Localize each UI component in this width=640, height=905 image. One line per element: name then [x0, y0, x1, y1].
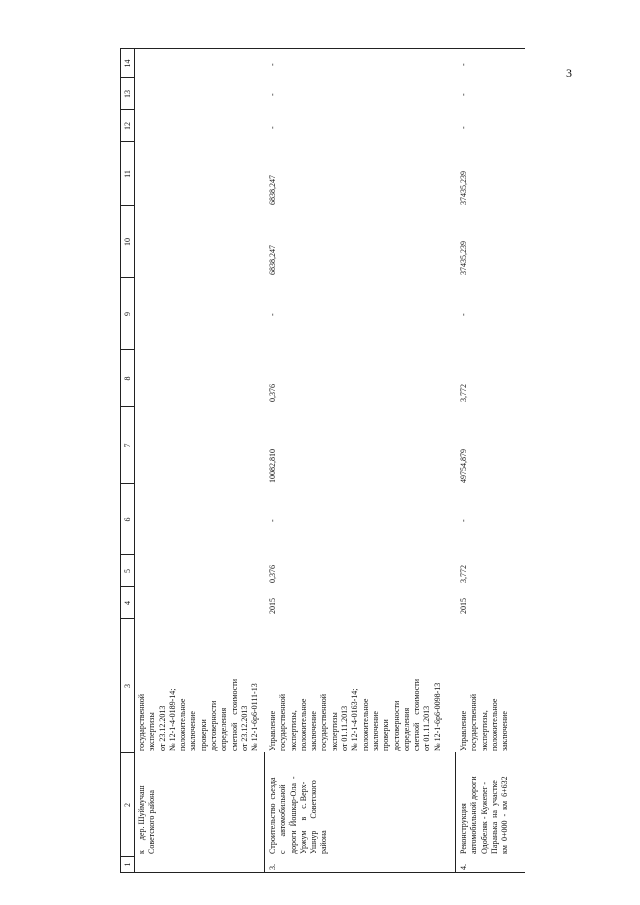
row-2-col-13: - — [268, 93, 277, 96]
row-3-col-14: - — [459, 63, 468, 66]
row-2-col-7: 10082,810 — [268, 449, 277, 483]
row-3-col-11: 37435,239 — [459, 171, 468, 205]
column-number-row — [121, 49, 135, 872]
row-3-col-4: 2015 — [459, 598, 468, 614]
row-1-name: к дер. Шуймучаш Советского района — [137, 785, 157, 854]
row-3-col-5: 3,772 — [459, 565, 468, 583]
column-number-1: 1 — [123, 862, 132, 867]
row-3-name: Реконструкция автомобильной дороги Одобеляк - Кужener - Паранька на участке км 0+000 - км 6+632 — [459, 776, 510, 854]
column-number-14: 14 — [123, 59, 132, 68]
row-separator-2 — [455, 752, 456, 872]
row-3-basis: Управление государственной экспертизы, положительное заключение — [459, 693, 510, 751]
row-2-name: Строительство съезда с автомобильной дороги Йошкар-Ола - Уржум в с. Верх- Ушнур Советского района — [268, 776, 329, 854]
column-number-8: 8 — [123, 376, 132, 381]
row-3-col-7: 49754,879 — [459, 449, 468, 483]
row-2-col-5: 0,376 — [268, 565, 277, 583]
row-3-col-8: 3,772 — [459, 384, 468, 402]
column-number-2: 2 — [123, 803, 132, 807]
column-number-5: 5 — [123, 569, 132, 573]
row-2-col-11: 6838,247 — [268, 175, 277, 205]
page-number: 3 — [566, 66, 572, 80]
row-2-basis: Управление государственной экспертизы, положительное заключение государственной экспертизы от 01.11.2013 № 12-1-4-0163-14; положительное заключение проверки достоверности определения сметной стоимости от 01.11.2013 № 12-1-6р6-0098-13 — [268, 678, 442, 751]
row-1-basis: государственной экспертизы от 23.12.2013 № 12-1-4-0189-14; положительное заключение проверки достоверности определения сметной стоимости от 23.12.2013 № 12-1-6р6-0111-13 — [137, 678, 260, 751]
row-3-col-9: - — [459, 313, 468, 316]
row-2-col-8: 0,376 — [268, 384, 277, 402]
column-number-3: 3 — [123, 684, 132, 688]
row-2-col-10: 6838,247 — [268, 245, 277, 275]
row-3-col-10: 37435,239 — [459, 241, 468, 275]
row-3-col-6: - — [459, 519, 468, 522]
row-2-number: 3. — [268, 864, 277, 870]
column-number-4: 4 — [123, 601, 132, 605]
column-number-6: 6 — [123, 517, 132, 522]
column-number-9: 9 — [123, 312, 132, 316]
column-number-12: 12 — [123, 122, 132, 130]
row-3-number: 4. — [459, 864, 468, 870]
row-2-col-14: - — [268, 63, 277, 66]
row-3-col-13: - — [459, 93, 468, 96]
column-number-7: 7 — [123, 443, 132, 448]
row-2-col-4: 2015 — [268, 598, 277, 614]
row-3-col-12: - — [459, 126, 468, 129]
column-number-13: 13 — [123, 90, 132, 98]
column-number-11: 11 — [123, 170, 132, 178]
column-number-10: 10 — [123, 238, 132, 246]
row-2-col-6: - — [268, 519, 277, 522]
row-2-col-12: - — [268, 126, 277, 129]
budget-table — [120, 48, 525, 873]
row-2-col-9: - — [268, 313, 277, 316]
row-separator-1 — [264, 752, 265, 872]
